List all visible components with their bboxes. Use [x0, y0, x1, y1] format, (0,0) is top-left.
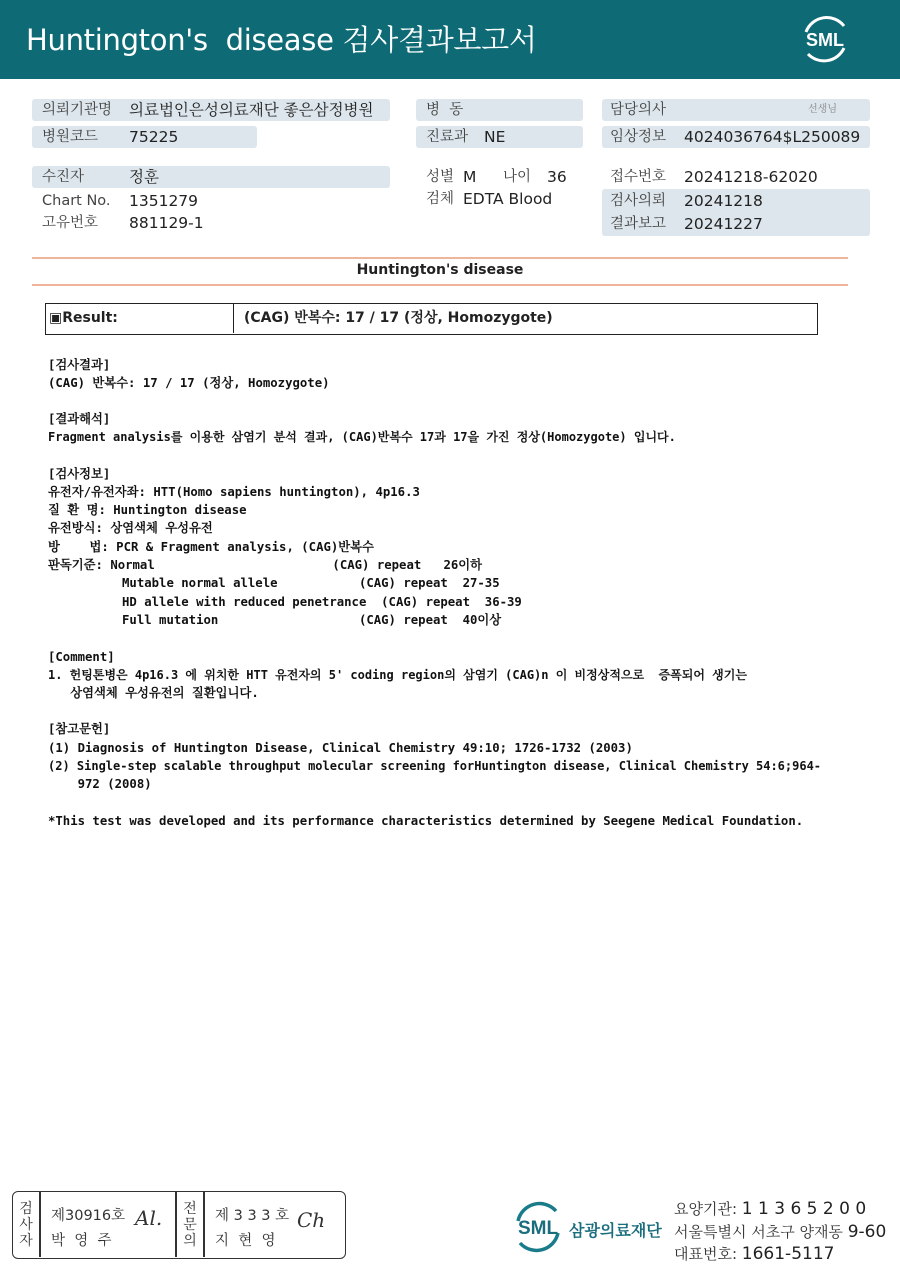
report-line: (2) Single-step scalable throughput molecular screening forHuntington disease, Clinical Chemistry 54:6;964-	[48, 759, 822, 773]
unique-id-field	[32, 212, 390, 234]
request-value: 20241218	[684, 192, 763, 210]
section-title: Huntington's disease	[356, 262, 524, 278]
specialist-label-char: 의	[183, 1232, 197, 1249]
report-line: [결과해석]	[48, 412, 111, 426]
clinical-value: 4024036764$L250089	[684, 128, 861, 146]
care-no-value: 1 1 3 6 5 2 0 0	[741, 1199, 867, 1219]
section-divider-top	[32, 257, 848, 259]
result-label: ▣Result:	[46, 304, 234, 333]
section-divider-bottom	[32, 284, 848, 286]
hospital-code-value: 75225	[129, 128, 179, 146]
specialist-name: 지 현 영	[215, 1233, 276, 1249]
report-line: 972 (2008)	[48, 777, 152, 791]
inspector-signature: Al.	[135, 1206, 163, 1230]
patient-value: 정훈	[129, 168, 159, 186]
report-line: [검사정보]	[48, 467, 111, 481]
doctor-field	[602, 99, 870, 121]
phone-label: 대표번호:	[674, 1245, 738, 1263]
sml-logo	[796, 12, 854, 66]
dept-label: 진료과	[426, 129, 469, 145]
specimen-field	[416, 188, 586, 210]
svg-text:SML: SML	[806, 30, 844, 50]
report-date-field	[602, 213, 870, 235]
unique-id-label: 고유번호	[42, 215, 99, 231]
signature-divider	[39, 1192, 41, 1257]
inspector-number: 제30916호	[51, 1208, 126, 1224]
dept-field	[416, 126, 583, 148]
report-line: 유전방식: 상염색체 우성유전	[48, 521, 213, 535]
specialist-label-char: 문	[183, 1216, 197, 1233]
inspector-label-char: 자	[19, 1232, 33, 1249]
doctor-label: 담당의사	[610, 102, 667, 118]
doctor-suffix: 선생님	[808, 104, 837, 115]
receipt-label: 접수번호	[610, 169, 667, 185]
signature-box	[12, 1191, 346, 1259]
result-value: (CAG) 반복수: 17 / 17 (정상, Homozygote)	[244, 310, 553, 326]
request-label: 검사의뢰	[610, 193, 667, 209]
chart-value: 1351279	[129, 192, 199, 210]
chart-field	[32, 190, 390, 212]
report-date-label: 결과보고	[610, 216, 667, 232]
address-number: 9-60	[847, 1222, 887, 1242]
specimen-label: 검체	[426, 191, 455, 207]
report-line: 방 법: PCR & Fragment analysis, (CAG)반복수	[48, 540, 374, 554]
report-line: HD allele with reduced penetrance (CAG) repeat 36-39	[48, 595, 522, 609]
org-address	[674, 1221, 886, 1242]
org-name: 삼광의료재단	[569, 1221, 662, 1240]
report-line: (CAG) 반복수: 17 / 17 (정상, Homozygote)	[48, 376, 330, 390]
clinical-label: 임상정보	[610, 129, 667, 145]
svg-text:SML: SML	[517, 1218, 559, 1239]
receipt-value: 20241218-62020	[684, 168, 818, 186]
patient-label: 수진자	[42, 169, 85, 185]
inspector-name: 박 영 주	[51, 1233, 112, 1249]
specimen-value: EDTA Blood	[463, 190, 553, 208]
report-title: Huntington's disease 검사결과보고서	[26, 23, 537, 57]
age-label: 나이	[503, 169, 532, 185]
inspector-label-char: 사	[19, 1216, 33, 1233]
hospital-code-field	[32, 126, 257, 148]
report-line: 질 환 명: Huntington disease	[48, 503, 247, 517]
address-text: 서울특별시 서초구 양재동	[674, 1223, 843, 1241]
care-no-label: 요양기관:	[674, 1200, 738, 1218]
dept-value: NE	[484, 128, 506, 146]
sex-age-field	[416, 166, 586, 188]
inspector-label-char: 검	[19, 1200, 33, 1217]
report-line: [참고문헌]	[48, 722, 111, 736]
institution-field	[32, 99, 390, 121]
report-line: [검사결과]	[48, 358, 111, 372]
sex-label: 성별	[426, 169, 455, 185]
institution-value: 의료법인은성의료재단 좋은삼정병원	[129, 101, 374, 119]
specialist-label	[177, 1192, 203, 1257]
ward-label: 병 동	[426, 102, 464, 118]
report-line: 유전자/유전자좌: HTT(Homo sapiens huntington), 4p16.3	[48, 485, 420, 499]
inspector-label	[13, 1192, 39, 1257]
chart-label: Chart No.	[42, 193, 111, 209]
report-line: 상염색체 우성유전의 질환입니다.	[48, 686, 259, 700]
report-line: (1) Diagnosis of Huntington Disease, Clinical Chemistry 49:10; 1726-1732 (2003)	[48, 741, 633, 755]
report-line: 판독기준: Normal (CAG) repeat 26이하	[48, 558, 483, 572]
result-box	[45, 303, 818, 335]
report-date-value: 20241227	[684, 215, 763, 233]
phone-value: 1661-5117	[741, 1244, 835, 1264]
report-line: Full mutation (CAG) repeat 40이상	[48, 613, 502, 627]
clinical-field	[602, 126, 870, 148]
sex-value: M	[463, 168, 477, 186]
care-institution-number	[674, 1198, 866, 1219]
patient-field	[32, 166, 390, 188]
age-value: 36	[547, 168, 567, 186]
specialist-number: 제 3 3 3 호	[215, 1208, 290, 1224]
report-line: 1. 헌팅톤병은 4p16.3 에 위치한 HTT 유전자의 5' coding region의 삼염기 (CAG)n 이 비정상적으로 증폭되어 생기는	[48, 668, 747, 682]
sml-footer-logo	[510, 1199, 566, 1253]
specialist-signature: Ch	[297, 1208, 326, 1232]
report-line: Fragment analysis를 이용한 삼염기 분석 결과, (CAG)반복수 17과 17을 가진 정상(Homozygote) 입니다.	[48, 430, 676, 444]
org-phone	[674, 1243, 834, 1264]
unique-id-value: 881129-1	[129, 214, 204, 232]
ward-field	[416, 99, 583, 121]
institution-label: 의뢰기관명	[42, 102, 113, 118]
hospital-code-label: 병원코드	[42, 129, 99, 145]
report-header	[0, 0, 900, 79]
signature-divider	[203, 1192, 205, 1257]
report-line: Mutable normal allele (CAG) repeat 27-35	[48, 576, 500, 590]
report-line: *This test was developed and its performance characteristics determined by Seegene Medical Foundation.	[48, 814, 804, 828]
specialist-label-char: 전	[183, 1200, 197, 1217]
report-line: [Comment]	[48, 650, 115, 664]
receipt-field	[602, 166, 870, 188]
request-field	[602, 190, 870, 212]
